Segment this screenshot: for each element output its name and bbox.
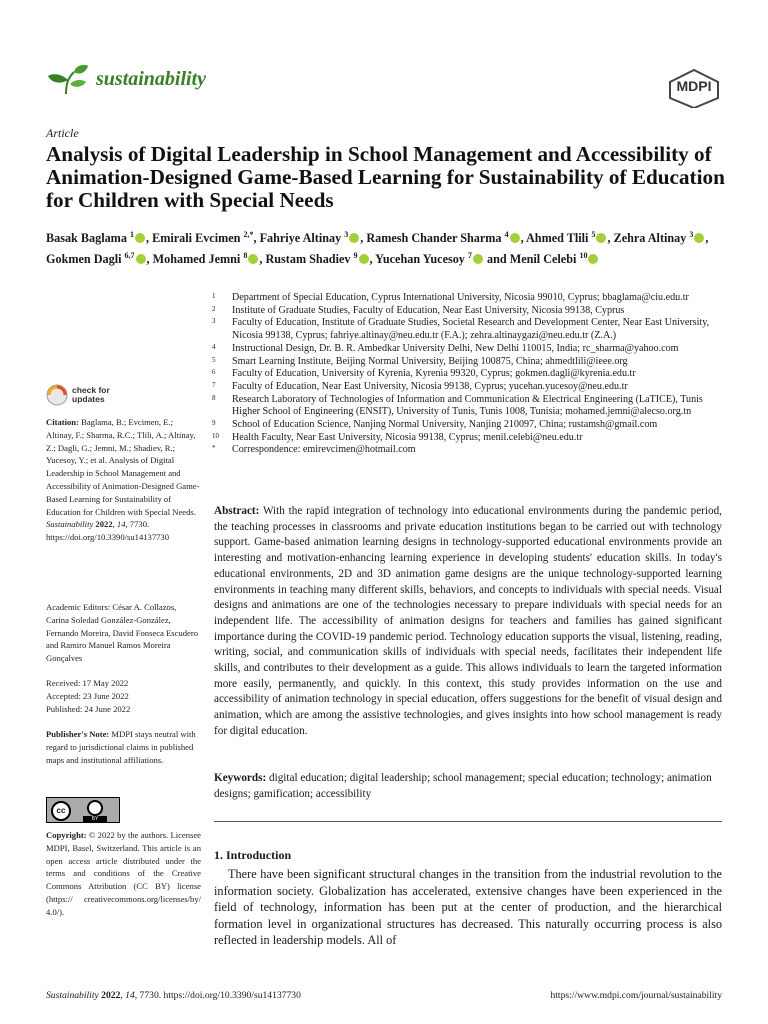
affiliation-number: 7 [212, 380, 216, 389]
author-name: Zehra Altinay [613, 231, 690, 246]
author-name: Emirali Evcimen [152, 231, 244, 246]
attribution-icon [87, 800, 103, 816]
author-name: Menil Celebi [509, 252, 580, 267]
affiliation-number: 1 [212, 292, 216, 300]
abstract [214, 504, 722, 740]
cc-by-license-badge[interactable] [46, 797, 120, 823]
date-received: Received: 17 May 2022 [46, 678, 129, 688]
orcid-icon[interactable] [248, 254, 258, 264]
introduction-text: There have been significant structural changes in the transition from the industrial revolution to the information society. Globalization has accelerated, extensive changes have been experienced in the field of technology, information has been put at the center of production, and the hierarchical formation level in organizational structures has decreased. This naturally occurring process is also reflected in leadership models. All of [214, 867, 722, 948]
affiliation-item [212, 292, 732, 305]
author-affiliation-sup: 9 [353, 251, 358, 261]
citation-label: Citation: [46, 417, 79, 427]
footer-year: 2022 [101, 990, 121, 1001]
affiliation-item [212, 394, 732, 419]
keywords-label: Keywords: [214, 772, 267, 784]
author[interactable] [46, 231, 146, 245]
check-for-updates-badge[interactable] [46, 384, 110, 406]
footer-citation: Sustainability 2022, 14, 7730. https://doi.org/10.3390/su14137730 [46, 990, 301, 1001]
author-list: Basak Baglama $^1$ , Emirali Evcimen $^{2,*}$, Fahriye Altinay $^3$ , Ramesh Chander Sharma $^4$ , Ahmed Tlili $^5$ , Zehra Altinay $^3$ , Gokmen Dagli $^{6,7}$ , Mohamed Jemni $^8$ , Rustam Shadiev $^9$ , Yucehan Yucesoy $^7$ and Menil Celebi $^{10}$ [46, 230, 709, 267]
author-affiliation-sup: 4 [504, 230, 509, 239]
copyright-text: © 2022 by the authors. Licensee MDPI, Basel, Switzerland. This article is an open access article distributed under the terms and conditions of the Creative Commons Attribution (CC BY) license (https:// creativecommons.org/licenses/by/ 4.0/). [46, 830, 201, 917]
check-updates-icon [46, 384, 68, 406]
article-title: Analysis of Digital Leadership in School Management and Accessibility of Animation-Designed Game-Based Learning for Sustainability of Education for Children with Special Needs [46, 142, 725, 212]
orcid-icon[interactable] [510, 233, 520, 243]
author-affiliation-sup: 2,* [243, 230, 254, 239]
affiliation-text: Faculty of Education, Near East University, Nicosia 99138, Cyprus; yucehan.yucesoy@neu.edu.tr [232, 380, 628, 392]
affiliation-text: Research Laboratory of Technologies of Information and Communication & Electrical Engineering (LaTICE), Tunis Higher School of Engineering (ENSIT), University of Tunis, Tunis 1008, Tunisia; mohamed.jemni@alecso.org.tn [232, 393, 703, 418]
journal-name: sustainability [96, 67, 207, 90]
affiliation-text: Faculty of Education, University of Kyrenia, Kyrenia 99320, Cyprus; gokmen.dagli@kyrenia.edu.tr [232, 368, 636, 380]
citation-journal: Sustainability [46, 519, 94, 530]
affiliation-item [212, 432, 732, 445]
affiliation-number: 6 [212, 368, 216, 377]
author[interactable] [152, 231, 253, 245]
by-label: BY [83, 816, 107, 822]
author[interactable] [510, 252, 600, 266]
abstract-label: Abstract: [214, 505, 260, 517]
author-affiliation-sup: 1 [129, 230, 134, 239]
citation-volume: 14 [116, 519, 126, 530]
author[interactable] [526, 231, 607, 245]
abstract-text: With the rapid integration of technology into educational environments during the pandemic period, the teaching processes in classrooms and private education institutions began to be carried out with technology support. Game-based animation learning designs in technology-supported educational environments provide an interesting and motivation-enhancing learning experience in developing students' education skills. In today's educational environments, 2D and 3D animation game designs are the unique technology-supported learning environments in teaching many different skills, behaviors, and concepts to individuals with special needs. Visual designs and animations are one of the technologies necessary to prepare individuals with special needs for an independent life. The accessibility of animation designs for teachers and families has gained significant importance during the COVID-19 pandemic period. Technology education supports the visual, listening, reading, writing, social, and communication skills of individuals with special needs, facilitates their independent life skills, and contributes to their development as a guide. This allows individuals to learn the targeted information more easily, permanently, and quickly. In this context, this study provides information on the use and accessibility of animation technology in special education, offers suggestions for the benefit of visual design and animation, which are among the assistive technologies, and gives insights into how school management is ready for digital education. [214, 505, 722, 737]
affiliation-text: School of Education Science, Nanjing Normal University, Nanjing 210097, China; rustamsh@gmail.com [232, 419, 658, 431]
author-affiliation-sup: 8 [243, 251, 248, 261]
footer-journal: Sustainability [46, 990, 99, 1001]
affiliation-item [212, 317, 732, 342]
citation-doi[interactable]: , 7730. https://doi.org/10.3390/su14137730 [46, 519, 170, 543]
section-divider [214, 821, 722, 822]
author-name: Gokmen Dagli [46, 252, 125, 267]
author[interactable] [153, 252, 260, 266]
orcid-icon[interactable] [588, 254, 598, 264]
affiliation-text: Department of Special Education, Cyprus International University, Nicosia 99010, Cyprus; bbaglama@ciu.edu.tr [232, 292, 689, 303]
date-published: Published: 24 June 2022 [46, 703, 131, 714]
author-name: Rustam Shadiev [265, 252, 354, 267]
copyright-block [46, 829, 201, 919]
author[interactable] [260, 231, 361, 245]
affiliation-item [212, 343, 732, 356]
author-affiliation-sup: 3 [689, 230, 694, 239]
author-affiliation-sup: 6,7 [124, 251, 135, 261]
publishers-note-label: Publisher's Note: [46, 729, 110, 739]
author-name: Ahmed Tlili [526, 231, 592, 246]
citation-text: Baglama, B.; Evcimen, E.; Altinay, F.; Sharma, R.C.; Tlili, A.; Altinay, Z.; Dagli, G.; Jemni, M.; Shadiev, R.; Yucesoy, Y.; et al. Analysis of Digital Leadership in School Management and Accessibility of Animation-Designed Game-Based Learning for Sustainability of Education for Children with Special Needs. [46, 417, 200, 517]
publishers-note [46, 728, 201, 766]
check-updates-line2: updates [72, 394, 105, 404]
affiliation-item [212, 419, 732, 432]
affiliation-item [212, 305, 732, 318]
publication-dates [46, 677, 201, 715]
author[interactable] [265, 252, 369, 266]
keywords [214, 771, 722, 802]
author[interactable] [614, 231, 706, 245]
affiliation-number: 8 [212, 393, 216, 402]
orcid-icon[interactable] [349, 233, 359, 243]
affiliation-text: Institute of Graduate Studies, Faculty of Education, Near East University, Nicosia 99138, Cyprus [232, 304, 625, 316]
affiliation-number: 2 [212, 304, 216, 313]
affiliation-text: Health Faculty, Near East University, Nicosia 99138, Cyprus; menil.celebi@neu.edu.tr [232, 431, 583, 443]
orcid-icon[interactable] [596, 233, 606, 243]
affiliation-item [212, 356, 732, 369]
orcid-icon[interactable] [359, 254, 369, 264]
affiliation-item [212, 381, 732, 394]
author-affiliation-sup: 3 [344, 230, 349, 239]
copyright-label: Copyright: [46, 830, 87, 840]
affiliation-item [212, 444, 732, 457]
cc-icon: cc [51, 801, 71, 821]
affiliation-number: * [212, 444, 216, 453]
publisher-name: MDPI [676, 78, 712, 94]
author[interactable] [46, 252, 147, 266]
affiliation-number: 10 [212, 431, 219, 440]
leaf-logo-icon [46, 62, 90, 96]
author-name: Fahriye Altinay [259, 231, 345, 246]
author-affiliation-sup: 7 [467, 251, 472, 261]
author[interactable] [375, 252, 484, 266]
citation-year: 2022 [95, 519, 113, 530]
author-affiliation-sup: 10 [579, 251, 588, 261]
affiliation-number: 3 [212, 317, 216, 326]
footer-journal-url[interactable]: https://www.mdpi.com/journal/sustainability [550, 990, 722, 1001]
affiliation-number: 9 [212, 419, 216, 428]
author[interactable] [366, 231, 520, 245]
footer-doi[interactable]: , 7730. https://doi.org/10.3390/su14137730 [134, 990, 301, 1001]
article-type: Article [46, 126, 79, 140]
affiliation-text: Instructional Design, Dr. B. R. Ambedkar University Delhi, New Delhi 110015, India; rc_sharma@yahoo.com [232, 342, 679, 354]
orcid-icon[interactable] [136, 254, 146, 264]
date-accepted: Accepted: 23 June 2022 [46, 690, 129, 701]
check-updates-line1: check for [72, 385, 110, 395]
affiliation-list [212, 292, 732, 457]
footer-volume: 14 [125, 990, 135, 1001]
orcid-icon[interactable] [473, 254, 483, 264]
author-name: Ramesh Chander Sharma [366, 231, 505, 246]
citation-block: Citation: Baglama, B.; Evcimen, E.; Altinay, F.; Sharma, R.C.; Tlili, A.; Altinay, Z.; Dagli, G.; Jemni, M.; Shadiev, R.; Yucesoy, Y.; et al. Analysis of Digital Leadership in School Management and Accessibility of Animation-Designed Game-Based Learning for Sustainability of Education for Children with Special Needs. Sustainability 2022, 14, 7730. https://doi.org/10.3390/su14137730 [46, 417, 200, 543]
academic-editors: Academic Editors: César A. Collazos, Carina Soledad González-González, Fernando Moreira, David Fonseca Escudero and Ramiro Manuel Ramos Moreira Gonçalves [46, 602, 199, 664]
author-name: Mohamed Jemni [152, 252, 244, 267]
keywords-text: digital education; digital leadership; school management; special education; technology; animation designs; gamification; accessibility [214, 772, 712, 800]
affiliation-text: Smart Learning Institute, Beijing Normal University, Beijing 100875, China; ahmedtlili@ieee.org [232, 355, 628, 367]
author-affiliation-sup: 5 [591, 230, 596, 239]
author-name: Yucehan Yucesoy [375, 252, 468, 267]
affiliation-text: Correspondence: emirevcimen@hotmail.com [232, 444, 416, 456]
journal-logo [46, 62, 206, 96]
affiliation-number: 4 [212, 342, 216, 351]
author-name: Basak Baglama [46, 231, 130, 246]
orcid-icon[interactable] [694, 233, 704, 243]
publishers-note-text: MDPI stays neutral with regard to jurisdictional claims in published maps and institutional affiliations. [46, 729, 196, 765]
orcid-icon[interactable] [135, 233, 145, 243]
affiliation-text: Faculty of Education, Institute of Graduate Studies, Societal Research and Development Center, Near East University, Nicosia 99138, Cyprus; fahriye.altinay@neu.edu.tr (F.A.); zehra.altinaygazi@neu.edu.tr (Z.A.) [232, 317, 710, 342]
affiliation-number: 5 [212, 355, 216, 364]
section-heading: 1. Introduction [214, 848, 292, 862]
affiliation-item [212, 368, 732, 381]
